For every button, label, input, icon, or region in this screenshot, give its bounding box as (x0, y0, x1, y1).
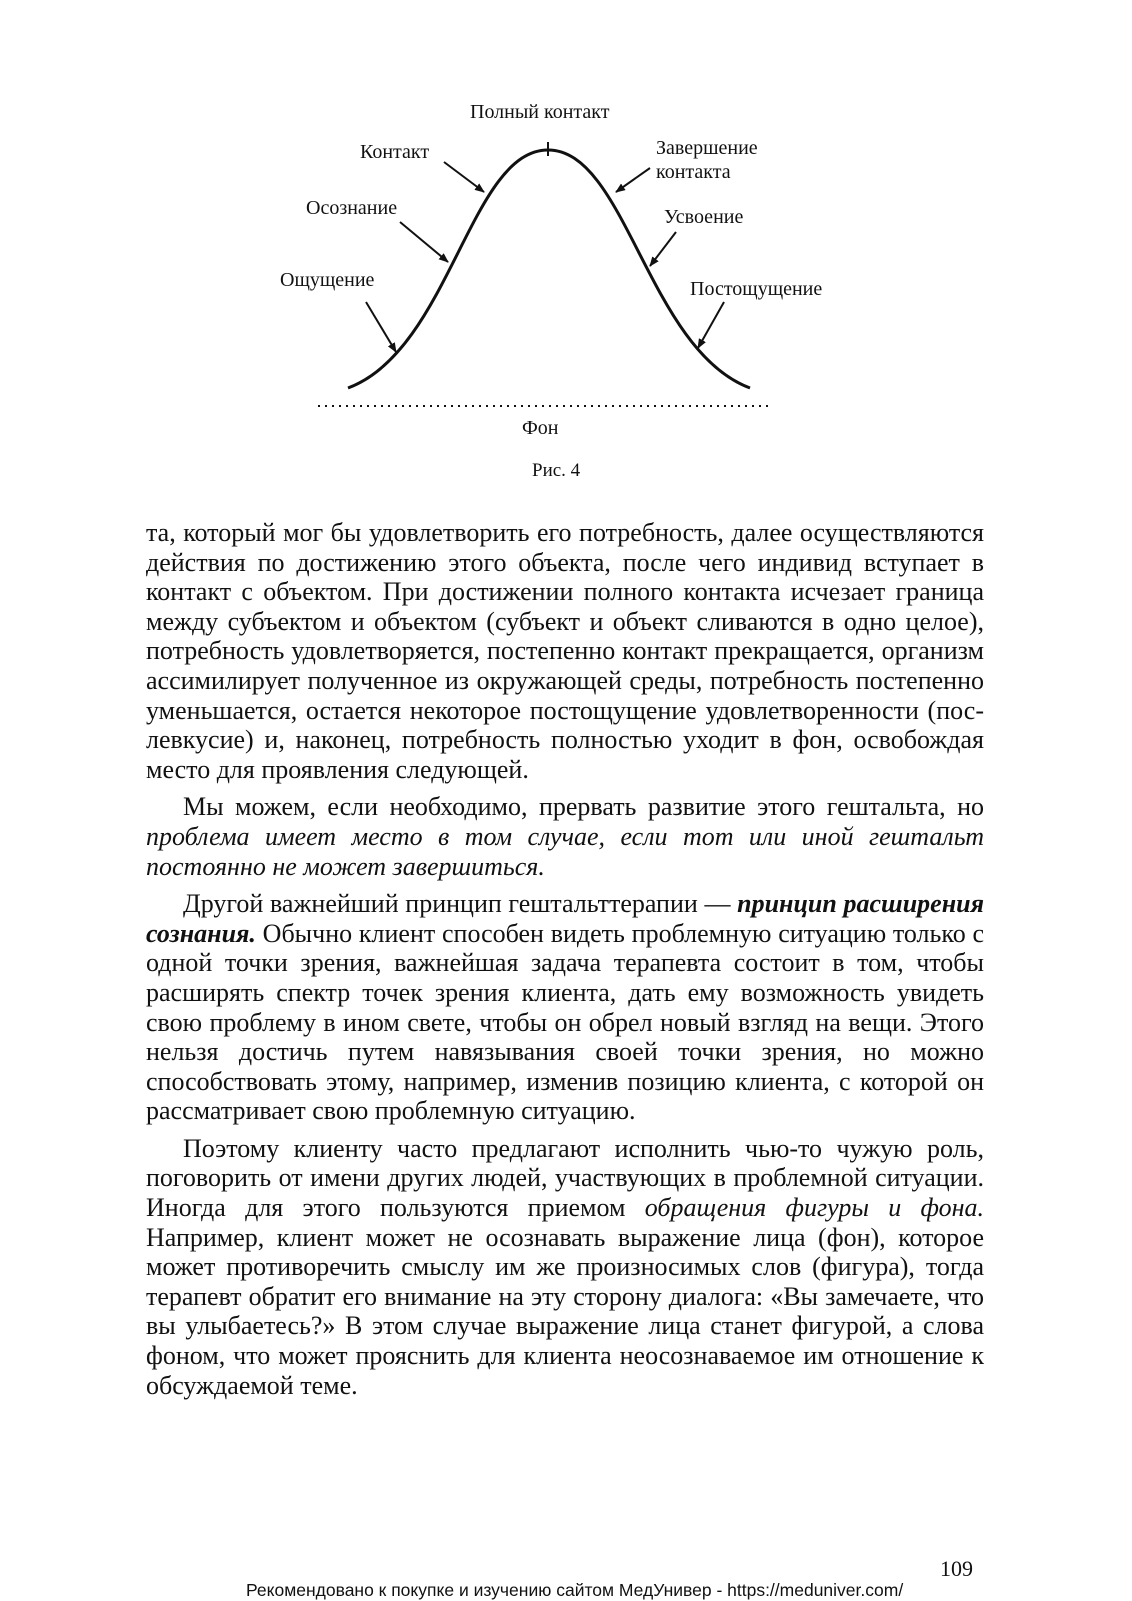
label-completion-1: Завершение (656, 137, 758, 159)
paragraph-4-lead: Поэтому клиенту часто предлагают исполнить чью-то чужую роль, поговорить от имени других людей, участвующих в проблемной ситуации. Иногда для этого пользуются приемом (146, 1133, 984, 1223)
paragraph-2-emphasis: проблема имеет место в том случае, если тот или иной гештальт постоянно не может завершиться. (146, 821, 984, 881)
paragraph-3-term: принцип расширения сознания. (146, 889, 984, 948)
arrow-sensation (366, 302, 396, 352)
arrow-awareness (400, 222, 448, 262)
label-post-sensation: Постощущение (690, 278, 823, 300)
arrow-contact (444, 162, 484, 192)
label-assimilation: Усвоение (664, 206, 744, 228)
label-completion-2: контакта (656, 161, 731, 183)
label-full-contact: Полный контакт (470, 101, 610, 123)
paragraph-3-text: Обычно клиент способен видеть проблемную ситуацию только с одной точки зрения, важнейшая задача терапевта состоит в том, чтобы расширять спектр точек зрения клиента, дать ему возможность увидеть свою проблему в ином свете, чтобы он обрел новый взгляд на вещи. Этого нельзя достичь путем навязывания своей точки зрения, но можно способствовать этому, например, изменив позицию клиента, с которой он рассматривает свою проблемную ситуацию. (146, 918, 984, 1126)
figure-caption: Рис. 4 (532, 460, 581, 481)
paragraph-4-text: Например, клиент может не осознавать выражение лица (фон), которое может противоречить смыслу им же произносимых слов (фигура), тогда терапевт обратит его внимание на эту сторону диалога: «Вы замечаете, что вы улыбаетесь?» В этом случае выражение лица станет фигурой, а слова фоном, что может прояснить для клиента неосознаваемое им отношение к обсуждаемой теме. (146, 1222, 984, 1400)
paragraph-4-emphasis: обращения фигуры и фона. (644, 1193, 984, 1223)
body-text (146, 518, 984, 1408)
label-contact: Контакт (360, 141, 430, 163)
footer-text: Рекомендовано к покупке и изучению сайтом МедУнивер - https://meduniver.com/ (246, 1580, 904, 1600)
paragraph-2 (146, 792, 984, 881)
label-background: Фон (522, 417, 559, 439)
paragraph-3 (146, 889, 984, 1126)
arrow-post-sensation (698, 302, 724, 348)
contact-cycle-figure (260, 90, 880, 500)
label-awareness: Осознание (306, 197, 398, 219)
paragraph-4 (146, 1134, 984, 1400)
label-sensation: Ощущение (280, 269, 375, 291)
contact-curve (348, 150, 750, 388)
arrow-assimilation (650, 232, 676, 266)
contact-cycle-diagram (260, 90, 880, 500)
arrow-completion (616, 168, 650, 192)
paragraph-1: та, который мог бы удовлетворить его потребность, далее осуществляются действия по достижению этого объекта, после чего индивид вступает в контакт с объектом. При достижении полного контакта исчезает граница между субъектом и объектом (субъект и объект сливаются в одно целое), потребность удовлетворяется, постепенно контакт прекращается, организм ассимилирует полученное из окружающей среды, потребность постепенно уменьшается, остается некоторое постощущение удовлетворенности (послевкусие) и, наконец, потребность полностью уходит в фон, освобождая место для проявления следующей. (146, 518, 984, 784)
paragraph-2-text: Мы можем, если необходимо, прервать развитие этого гештальта, но (183, 792, 984, 822)
page-number: 109 (940, 1556, 973, 1581)
paragraph-3-lead: Другой важнейший принцип гештальттерапии — (183, 889, 738, 919)
